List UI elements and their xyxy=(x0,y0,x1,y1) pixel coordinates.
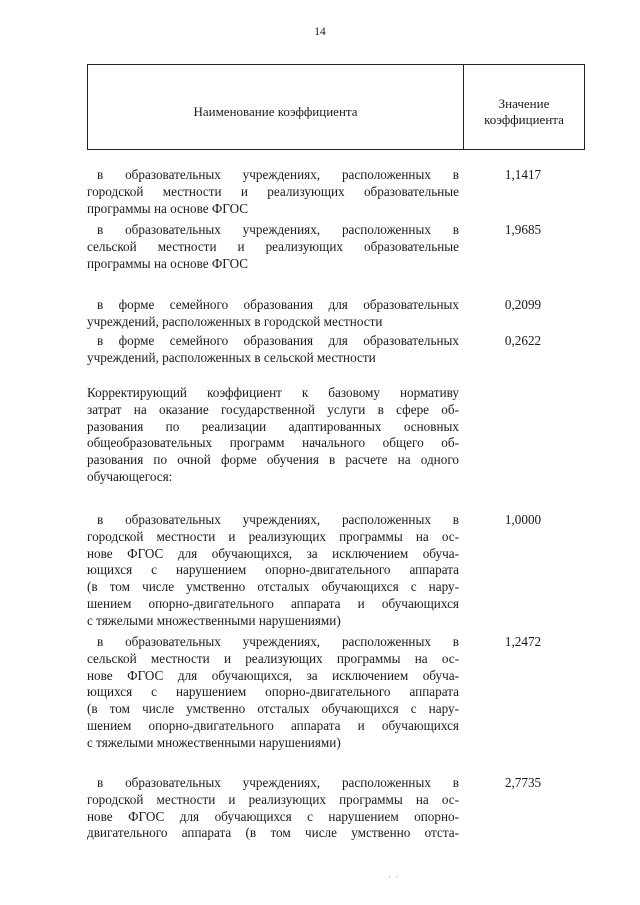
coefficient-value: 1,9685 xyxy=(504,222,542,237)
table-row-text xyxy=(87,167,459,217)
column-header-value xyxy=(464,65,584,149)
text-line: в образовательных учреждениях, расположенных в xyxy=(97,222,459,237)
text-line: двигательного аппарата (в том числе умственно отста- xyxy=(87,825,459,841)
text-line: в образовательных учреждениях, расположенных в xyxy=(97,634,459,649)
coefficient-value: 0,2099 xyxy=(504,297,542,312)
scan-speck: · · xyxy=(388,872,399,882)
text-line: программы на основе ФГОС xyxy=(87,255,249,271)
text-line: обучающегося: xyxy=(87,468,173,484)
text-line: Корректирующий коэффициент к базовому нормативу xyxy=(87,385,459,400)
text-line: шением опорно-двигательного аппарата и обучающихся xyxy=(87,717,459,733)
text-line: в образовательных учреждениях, расположенных в xyxy=(97,512,459,527)
column-header-value-line1: Значение xyxy=(498,96,550,111)
text-line: городской местности и реализующих образовательные xyxy=(87,183,459,199)
table-row-text xyxy=(87,297,459,331)
text-line: учреждений, расположенных в городской местности xyxy=(87,313,383,329)
text-line: сельской местности и реализующих образовательные xyxy=(87,238,459,254)
text-line: с тяжелыми множественными нарушениями) xyxy=(87,734,341,750)
text-line: в образовательных учреждениях, расположенных в xyxy=(97,775,459,790)
text-line: ющихся с нарушением опорно-двигательного аппарата xyxy=(87,562,459,578)
table-row-text xyxy=(87,775,459,842)
text-line: сельской местности и реализующих программы на ос- xyxy=(87,650,459,666)
text-line: городской местности и реализующих программы на ос- xyxy=(87,791,459,807)
text-line: программы на основе ФГОС xyxy=(87,200,249,216)
text-line: разования по реализации адаптированных основных xyxy=(87,418,459,434)
text-line: затрат на оказание государственной услуги в сфере об- xyxy=(87,401,459,417)
text-line: ющихся с нарушением опорно-двигательного аппарата xyxy=(87,684,459,700)
coefficient-value: 1,0000 xyxy=(504,512,542,527)
column-header-name: Наименование коэффициента xyxy=(88,65,464,149)
page-number: 14 xyxy=(314,26,326,38)
text-line: в форме семейного образования для образовательных xyxy=(97,333,459,348)
coefficient-value: 1,2472 xyxy=(504,634,542,649)
text-line: в образовательных учреждениях, расположенных в xyxy=(97,167,459,182)
table-row-text xyxy=(87,333,459,367)
text-line: нове ФГОС для обучающихся с нарушением опорно- xyxy=(87,808,459,824)
coefficient-value: 1,1417 xyxy=(504,167,542,182)
text-line: (в том числе умственно отсталых обучающихся с нару- xyxy=(87,579,459,595)
text-line: учреждений, расположенных в сельской местности xyxy=(87,349,376,365)
text-line: шением опорно-двигательного аппарата и обучающихся xyxy=(87,595,459,611)
coefficient-value: 0,2622 xyxy=(504,333,542,348)
table-row-text xyxy=(87,634,459,752)
text-line: городской местности и реализующих программы на ос- xyxy=(87,528,459,544)
table-header xyxy=(87,64,585,150)
text-line: (в том числе умственно отсталых обучающихся с нару- xyxy=(87,701,459,717)
coefficient-value: 2,7735 xyxy=(504,775,542,790)
text-line: с тяжелыми множественными нарушениями) xyxy=(87,612,341,628)
column-header-value-line2: коэффициента xyxy=(484,112,564,127)
text-line: разования по очной форме обучения в расчете на одного xyxy=(87,452,459,468)
table-row-text xyxy=(87,512,459,630)
table-row-text xyxy=(87,222,459,272)
text-line: в форме семейного образования для образовательных xyxy=(97,297,459,312)
text-line: нове ФГОС для обучающихся, за исключением обуча- xyxy=(87,545,459,561)
text-line: общеобразовательных программ начального общего об- xyxy=(87,435,459,451)
section-heading xyxy=(87,385,459,486)
text-line: нове ФГОС для обучающихся, за исключением обуча- xyxy=(87,667,459,683)
